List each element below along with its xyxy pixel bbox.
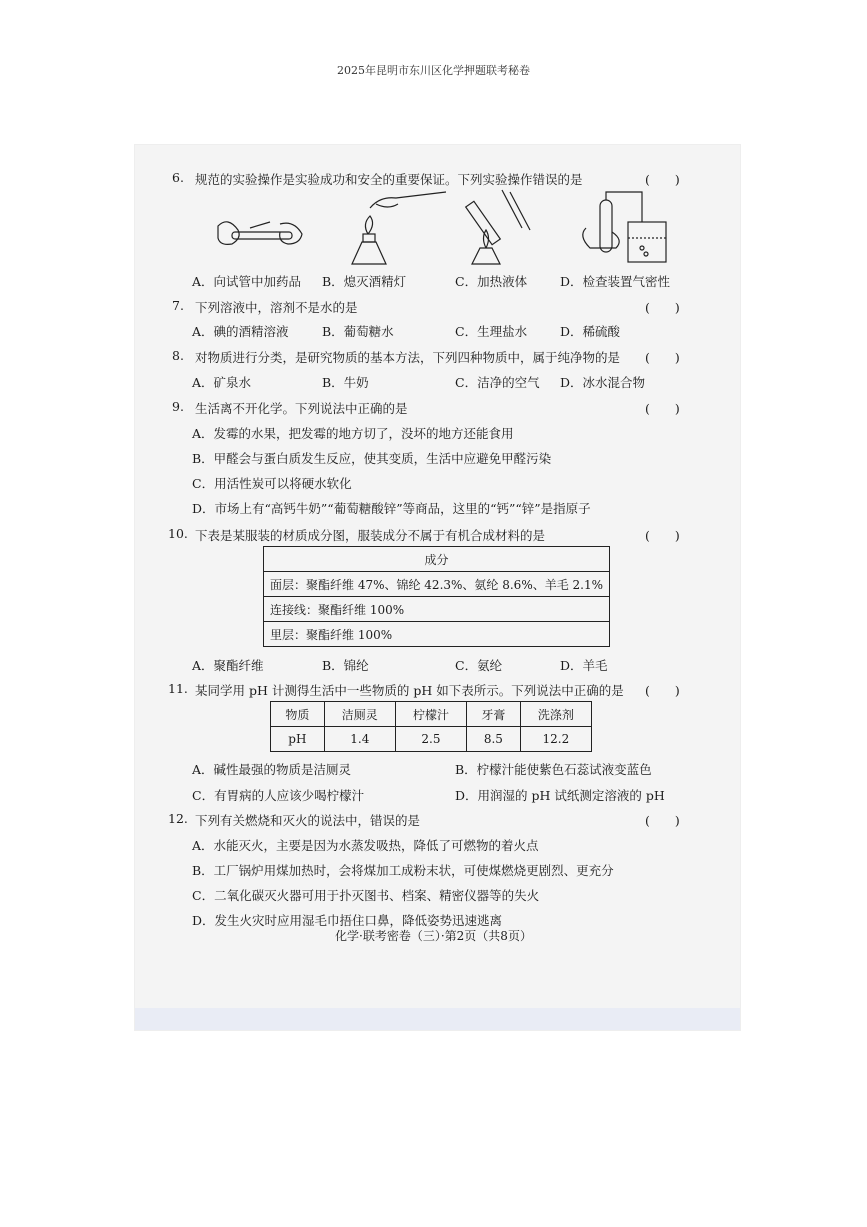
q6-option-c: C．加热液体 [455, 274, 528, 289]
q10-option-b: B．锦纶 [322, 658, 369, 673]
q6-number: 6. [172, 170, 184, 185]
q11-table-header-4: 洗涤剂 [520, 702, 591, 727]
q7-option-a: A．碘的酒精溶液 [192, 324, 289, 339]
table-row [264, 547, 610, 572]
q7-option-b: B．葡萄糖水 [322, 324, 394, 339]
illustration-c-heating-liquid [466, 190, 530, 264]
q6-option-a: A．向试管中加药品 [192, 274, 302, 289]
q10-option-d: D．羊毛 [560, 658, 608, 673]
q9-option-b: B．甲醛会与蛋白质发生反应，使其变质，生活中应避免甲醛污染 [192, 451, 552, 466]
q10-table-row-inner: 里层：聚酯纤维 100% [264, 622, 610, 647]
q9-option-c: C．用活性炭可以将硬水软化 [192, 476, 352, 491]
q7-answer-paren: ( ) [645, 300, 680, 315]
q11-table-cell-0: pH [271, 727, 325, 752]
q11-table-cell-2: 2.5 [395, 727, 466, 752]
q8-option-a: A．矿泉水 [192, 375, 252, 390]
q10-answer-paren: ( ) [645, 528, 680, 543]
q9-stem: 生活离不开化学。下列说法中正确的是 [195, 401, 408, 416]
q9-answer-paren: ( ) [645, 401, 680, 416]
q10-stem: 下表是某服装的材质成分图，服装成分不属于有机合成材料的是 [195, 528, 546, 543]
q12-option-d: D．发生火灾时应用湿毛巾捂住口鼻，降低姿势迅速逃离 [192, 913, 503, 928]
q11-number: 11. [168, 681, 188, 696]
q12-answer-paren: ( ) [645, 813, 680, 828]
q10-option-a: A．聚酯纤维 [192, 658, 264, 673]
q11-table-cell-3: 8.5 [467, 727, 521, 752]
q11-stem: 某同学用 pH 计测得生活中一些物质的 pH 如下表所示。下列说法中正确的是 [195, 683, 624, 698]
q8-option-b: B．牛奶 [322, 375, 369, 390]
q11-table-cell-1: 1.4 [324, 727, 395, 752]
table-row [271, 702, 592, 727]
q10-material-table [263, 546, 610, 647]
q7-stem: 下列溶液中，溶剂不是水的是 [195, 300, 358, 315]
q9-option-d: D．市场上有“高钙牛奶”“葡萄糖酸锌”等商品，这里的“钙”“锌”是指原子 [192, 501, 591, 516]
q6-option-b: B．熄灭酒精灯 [322, 274, 407, 289]
q10-table-row-outer: 面层：聚酯纤维 47%、锦纶 42.3%、氨纶 8.6%、羊毛 2.1% [264, 572, 610, 597]
q11-option-d: D．用润湿的 pH 试纸测定溶液的 pH [455, 788, 665, 803]
illustration-b-alcohol-lamp [352, 192, 446, 264]
q11-answer-paren: ( ) [645, 683, 680, 698]
q12-option-c: C．二氧化碳灭火器可用于扑灭图书、档案、精密仪器等的失火 [192, 888, 540, 903]
page-header: 2025年昆明市东川区化学押题联考秘卷 [337, 64, 530, 77]
q8-option-d: D．冰水混合物 [560, 375, 646, 390]
q9-option-a: A．发霉的水果，把发霉的地方切了，没坏的地方还能食用 [192, 426, 514, 441]
q8-option-c: C．洁净的空气 [455, 375, 540, 390]
q10-number: 10. [168, 526, 188, 541]
scan-bottom-edge [135, 1008, 740, 1030]
q12-option-b: B．工厂锅炉用煤加热时，会将煤加工成粉末状，可使煤燃烧更剧烈、更充分 [192, 863, 614, 878]
illustration-d-airtight-check [583, 192, 666, 262]
q11-ph-table [270, 701, 592, 752]
q8-answer-paren: ( ) [645, 350, 680, 365]
q11-table-header-3: 牙膏 [467, 702, 521, 727]
q7-number: 7. [172, 298, 184, 313]
q11-option-a: A．碱性最强的物质是洁厕灵 [192, 762, 352, 777]
q8-number: 8. [172, 348, 184, 363]
illustration-a-test-tube [218, 222, 302, 245]
q7-option-c: C．生理盐水 [455, 324, 528, 339]
q11-option-b: B．柠檬汁能使紫色石蕊试液变蓝色 [455, 762, 652, 777]
q12-option-a: A．水能灭火，主要是因为水蒸发吸热，降低了可燃物的着火点 [192, 838, 539, 853]
q11-table-header-1: 洁厕灵 [324, 702, 395, 727]
table-row [264, 622, 610, 647]
q6-stem: 规范的实验操作是实验成功和安全的重要保证。下列实验操作错误的是 [195, 172, 583, 187]
q10-table-header: 成分 [264, 547, 610, 572]
table-row [264, 572, 610, 597]
q6-answer-paren: ( ) [645, 172, 680, 187]
q10-option-c: C．氨纶 [455, 658, 503, 673]
q11-table-cell-4: 12.2 [520, 727, 591, 752]
q11-table-header-0: 物质 [271, 702, 325, 727]
q11-table-header-2: 柠檬汁 [395, 702, 466, 727]
q6-option-d: D．检查装置气密性 [560, 274, 671, 289]
q12-stem: 下列有关燃烧和灭火的说法中，错误的是 [195, 813, 421, 828]
page-footer: 化学·联考密卷（三）·第2页（共8页） [335, 929, 532, 943]
table-row [271, 727, 592, 752]
table-row [264, 597, 610, 622]
q7-option-d: D．稀硫酸 [560, 324, 621, 339]
q6-illustrations [210, 188, 690, 270]
q10-table-row-thread: 连接线：聚酯纤维 100% [264, 597, 610, 622]
q12-number: 12. [168, 811, 188, 826]
q9-number: 9. [172, 399, 184, 414]
q11-option-c: C．有胃病的人应该少喝柠檬汁 [192, 788, 365, 803]
q8-stem: 对物质进行分类，是研究物质的基本方法，下列四种物质中，属于纯净物的是 [195, 350, 621, 365]
